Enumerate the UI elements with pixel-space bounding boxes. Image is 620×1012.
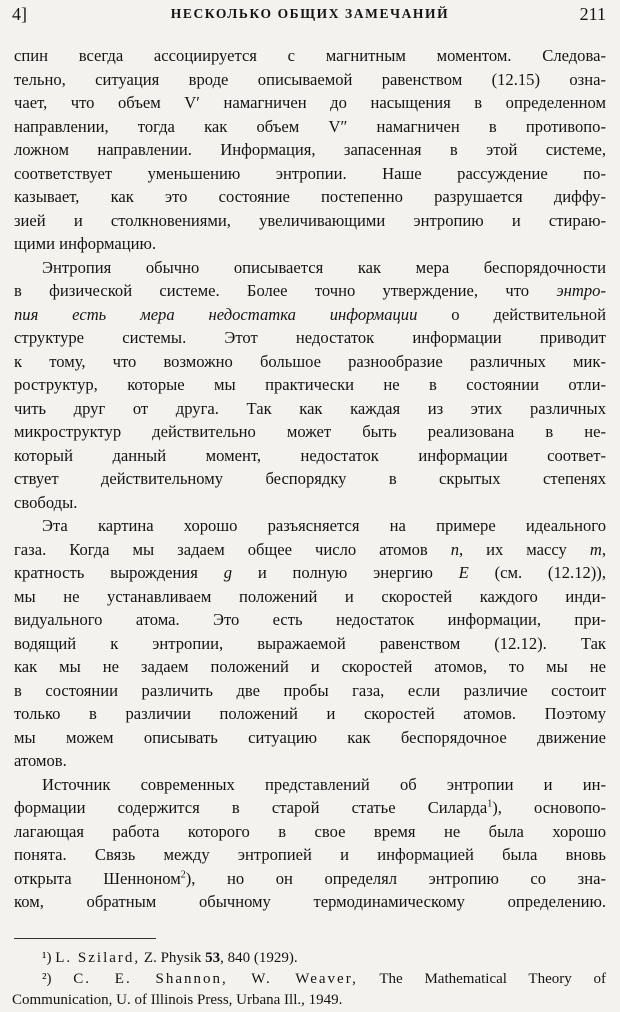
- footnote-ref[interactable]: 1: [487, 798, 493, 810]
- math-variable: m: [589, 539, 602, 559]
- running-header: [12, 4, 608, 26]
- text-run: ,: [601, 539, 606, 559]
- section-number: 4]: [12, 4, 27, 24]
- math-variable: g: [223, 563, 233, 582]
- text-line: казывает, как это состояние постепенно разрушается диффу-: [14, 187, 606, 206]
- text-line: ствует действительному беспорядку в скрытых степенях: [14, 469, 606, 488]
- text-line: который данный момент, недостаток информации соответ-: [14, 445, 606, 465]
- text-line: роструктур, которые мы практически не в состоянии отли-: [14, 375, 606, 394]
- text-run: The Mathematical Theory of: [379, 971, 607, 987]
- chapter-title: НЕСКОЛЬКО ОБЩИХ ЗАМЕЧАНИЙ: [170, 6, 450, 21]
- text-run: , их массу: [459, 539, 567, 559]
- text-line: Источник современных представлений об энтропии и ин-: [42, 774, 606, 794]
- text-run: в физической системе. Более точно утверждение, что: [14, 281, 530, 300]
- italic-run: энтро-: [556, 281, 606, 300]
- main-text: [14, 44, 606, 914]
- text-run: газа. Когда мы задаем общее число атомов: [14, 539, 428, 559]
- text-line: ложном направлении. Информация, запасенная в этой системе,: [14, 140, 606, 159]
- text-line: мы можем описывать ситуацию как беспорядочное движение: [14, 727, 606, 747]
- text-run: , 840 (1929).: [220, 950, 298, 966]
- text-line: [14, 538, 606, 562]
- text-line: видуального атома. Это есть недостаток информации, при-: [14, 610, 606, 629]
- text-line: зией и столкновениями, увеличивающими энтропию и стираю-: [14, 210, 606, 230]
- text-line: только в различии положений и скоростей атомов. Поэтому: [14, 704, 606, 723]
- text-line: соответствует уменьшению энтропии. Наше рассуждение по-: [14, 163, 606, 183]
- text-run: (см. (12.12)),: [494, 563, 606, 582]
- text-line: тельно, ситуация вроде описываемой равенством (12.15) озна-: [14, 69, 606, 89]
- text-line: ком, обратным обычному термодинамическому определению.: [14, 892, 606, 911]
- footnote-2-cont: Communication, U. of Illinois Press, Urbana Ill., 1949.: [12, 992, 343, 1008]
- text-line: атомов.: [14, 751, 67, 770]
- text-line: в состоянии различить две пробы газа, если различие состоит: [14, 680, 606, 700]
- text-line: [14, 303, 606, 327]
- footnote-2: [12, 969, 606, 990]
- text-line: к тому, что возможно большое разнообразие различных мик-: [14, 351, 606, 371]
- text-line: чает, что объем V′ намагничен до насыщения в определенном: [14, 93, 606, 112]
- text-line: направлении, тогда как объем V″ намагничен в противопо-: [14, 116, 606, 136]
- text-line: микроструктур действительно может быть реализована в не-: [14, 422, 606, 441]
- footnote-1: [12, 948, 606, 969]
- footnotes: [12, 948, 606, 1011]
- text-line: щими информацию.: [14, 234, 157, 253]
- text-run: и полную энергию: [257, 563, 433, 582]
- text-run: о действительной: [451, 304, 606, 324]
- italic-run: пия есть мера недостатка информации: [14, 304, 418, 324]
- text-line: [14, 796, 606, 820]
- footnote-mark: ¹): [42, 950, 52, 966]
- math-variable: n: [450, 539, 459, 559]
- text-line: [14, 561, 606, 585]
- text-line: структуре системы. Этот недостаток информации приводит: [14, 328, 606, 347]
- text-run: формации содержится в старой статье Силарда: [14, 798, 488, 817]
- text-line: Эта картина хорошо разъясняется на примере идеального: [42, 516, 606, 535]
- math-variable: E: [458, 563, 469, 582]
- text-line: свободы.: [14, 492, 78, 512]
- text-line: водящий к энтропии, выражаемой равенством (12.12). Так: [14, 633, 606, 653]
- footnote-volume: 53: [205, 950, 221, 966]
- text-run: ), основопо-: [492, 798, 606, 817]
- text-line: как мы не задаем положений и скоростей атомов, то мы не: [14, 657, 606, 676]
- text-line: понята. Связь между энтропией и информацией была вновь: [14, 845, 606, 864]
- text-line: [14, 867, 606, 891]
- footnote-divider: [14, 938, 156, 939]
- text-run: ), но он определял энтропию со зна-: [185, 868, 606, 888]
- text-line: мы не устанавливаем положений и скоростей каждого инди-: [14, 586, 606, 606]
- text-run: Z. Physik: [143, 950, 202, 966]
- footnote-author: C. E. Shannon, W. Weaver,: [73, 971, 358, 987]
- page-number: 211: [579, 4, 606, 24]
- text-run: кратность вырождения: [14, 563, 198, 582]
- text-line: чить друг от друга. Так как каждая из этих различных: [14, 398, 606, 418]
- text-line: Энтропия обычно описывается как мера беспорядочности: [42, 257, 606, 277]
- footnote-mark: ²): [42, 971, 52, 987]
- footnote-author: L. Szilard,: [55, 950, 141, 966]
- text-line: [14, 279, 606, 303]
- text-line: спин всегда ассоциируется с магнитным моментом. Следова-: [14, 46, 606, 65]
- text-run: открыта Шенноном: [14, 868, 181, 888]
- text-line: лагающая работа которого в свое время не была хорошо: [14, 821, 606, 841]
- footnote-ref[interactable]: 2: [180, 868, 186, 880]
